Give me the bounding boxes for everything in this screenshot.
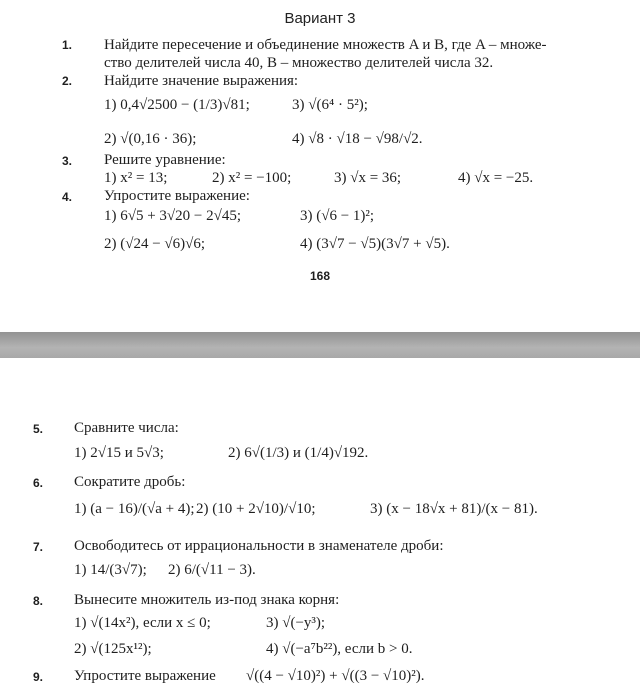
task-4-item-1: 1) 6√5 + 3√20 − 2√45; [104,208,242,224]
page-number: 168 [309,269,331,283]
task-6-item-1: 1) (a − 16)/(√a + 4); [74,501,195,517]
task-number: 7. [33,540,44,554]
task-9-text: Упростите выражение [74,668,216,684]
task-number: 8. [33,594,44,608]
task-1-line-1: Найдите пересечение и объединение множеств A и B, где A – множе- [104,37,547,53]
task-number: 4. [62,190,73,204]
task-7-item-2: 2) 6/(√11 − 3). [168,562,256,578]
task-7-text: Освободитесь от иррациональности в знаменателе дроби: [74,538,444,554]
task-4-item-4: 4) (3√7 − √5)(3√7 + √5). [300,236,450,252]
task-5-item-2: 2) 6√(1/3) и (1/4)√192. [228,445,369,461]
textbook-page-168 [0,0,640,332]
task-2-item-2: 2) √(0,16 · 36); [104,131,197,147]
textbook-page-next [0,358,640,698]
task-3-text: Решите уравнение: [104,152,226,168]
task-6-item-3: 3) (x − 18√x + 81)/(x − 81). [370,501,538,517]
task-number: 1. [62,38,73,52]
task-number: 5. [33,422,44,436]
task-6-item-2: 2) (10 + 2√10)/√10; [196,501,316,517]
task-9-expression: √((4 − √10)²) + √((3 − √10)²). [246,668,425,684]
task-5-text: Сравните числа: [74,420,179,436]
task-3-item-3: 3) √x = 36; [334,170,402,186]
page-divider [0,332,640,358]
task-number: 6. [33,476,44,490]
task-number: 3. [62,154,73,168]
task-2-item-3: 3) √(6⁴ · 5²); [292,97,368,113]
task-number: 2. [62,74,73,88]
task-3-item-1: 1) x² = 13; [104,170,168,186]
task-4-item-3: 3) (√6 − 1)²; [300,208,375,224]
task-8-item-3: 3) √(−y³); [266,615,326,631]
task-3-item-2: 2) x² = −100; [212,170,292,186]
task-1-line-2: ство делителей числа 40, B – множество делителей числа 32. [104,55,494,71]
task-8-item-4: 4) √(−a⁷b²²), если b > 0. [266,641,413,657]
task-4-item-2: 2) (√24 − √6)√6; [104,236,206,252]
task-2-item-1: 1) 0,4√2500 − (1/3)√81; [104,97,250,113]
task-2-text: Найдите значение выражения: [104,73,299,89]
task-4-text: Упростите выражение: [104,188,250,204]
task-8-text: Вынесите множитель из-под знака корня: [74,592,340,608]
task-number: 9. [33,670,44,684]
task-8-item-1: 1) √(14x²), если x ≤ 0; [74,615,211,631]
variant-title: Вариант 3 [284,10,356,27]
task-3-item-4: 4) √x = −25. [458,170,534,186]
task-8-item-2: 2) √(125x¹²); [74,641,152,657]
task-5-item-1: 1) 2√15 и 5√3; [74,445,164,461]
task-7-item-1: 1) 14/(3√7); [74,562,147,578]
task-6-text: Сократите дробь: [74,474,186,490]
task-2-item-4: 4) √8 · √18 − √98/√2. [292,131,423,147]
